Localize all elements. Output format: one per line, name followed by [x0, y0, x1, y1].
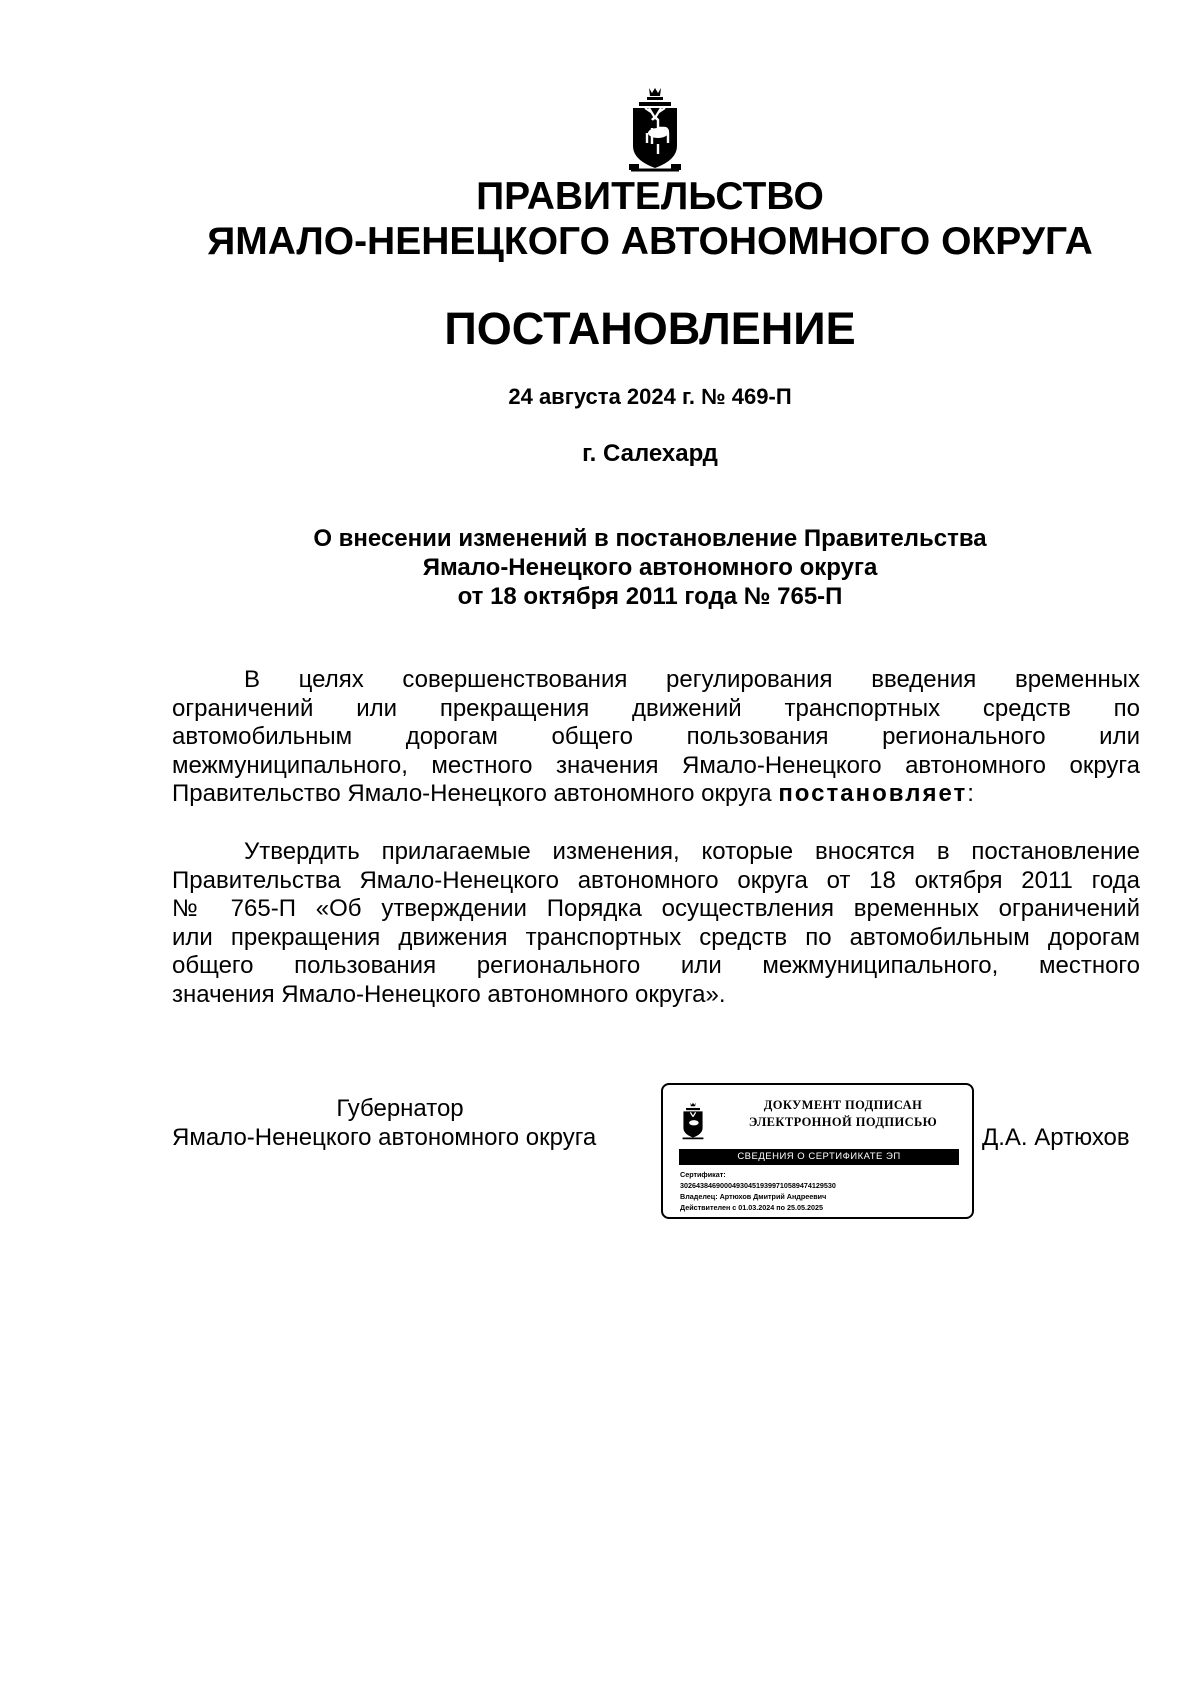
- document-subject: [150, 524, 1150, 611]
- signatory-region: Ямало-Ненецкого автономного округа: [172, 1124, 597, 1151]
- text-line: [172, 780, 1140, 809]
- text-line: значения Ямало-Ненецкого автономного округа».: [172, 980, 726, 1008]
- text-line: или прекращения движения транспортных средств по автомобильным дорогам: [172, 923, 1140, 951]
- coat-of-arms-icon: [679, 1101, 707, 1141]
- organization-region: ЯМАЛО-НЕНЕЦКОГО АВТОНОМНОГО ОКРУГА: [207, 220, 1093, 263]
- decree-keyword: постановляет: [778, 780, 968, 808]
- yanao-coat-of-arms-icon: [625, 84, 685, 176]
- resolution-paragraph: [172, 838, 1140, 1010]
- stamp-heading-line: ЭЛЕКТРОННОЙ ПОДПИСЬЮ: [748, 1115, 938, 1129]
- signatory-title: [172, 1094, 642, 1152]
- text-line: Правительства Ямало-Ненецкого автономного округа от 18 октября 2011 года: [172, 866, 1140, 894]
- certificate-validity: Действителен с 01.03.2024 по 25.05.2025: [680, 1203, 823, 1212]
- text-line: Утвердить прилагаемые изменения, которые вносятся в постановление: [244, 838, 1140, 865]
- text-fragment: :: [967, 780, 974, 808]
- text-line: автомобильным дорогам общего пользования регионального или: [172, 723, 1140, 751]
- text-fragment: Правительство Ямало-Ненецкого автономного округа: [172, 780, 779, 808]
- organization-name: ПРАВИТЕЛЬСТВО: [476, 175, 824, 218]
- document-date-number: 24 августа 2024 г. № 469-П: [508, 384, 792, 409]
- electronic-signature-stamp: [661, 1083, 974, 1219]
- text-line: ограничений или прекращения движений транспортных средств по: [172, 694, 1140, 722]
- certificate-owner: Владелец: Артюхов Дмитрий Андреевич: [680, 1192, 827, 1201]
- certificate-info-bar: СВЕДЕНИЯ О СЕРТИФИКАТЕ ЭП: [679, 1149, 959, 1165]
- preamble-paragraph: [172, 666, 1140, 809]
- signatory-position: Губернатор: [336, 1095, 464, 1122]
- subject-line: О внесении изменений в постановление Правительства: [313, 525, 987, 552]
- text-line: № 765-П «Об утверждении Порядка осуществления временных ограничений: [172, 895, 1140, 923]
- stamp-heading: [723, 1097, 963, 1131]
- subject-line: от 18 октября 2011 года № 765-П: [457, 583, 843, 610]
- text-line: общего пользования регионального или межмуниципального, местного: [172, 952, 1140, 980]
- subject-line: Ямало-Ненецкого автономного округа: [422, 554, 878, 581]
- document-type: ПОСТАНОВЛЕНИЕ: [444, 303, 856, 354]
- text-line: В целях совершенствования регулирования введения временных: [244, 666, 1140, 693]
- certificate-details: [680, 1169, 965, 1213]
- signatory-name: Д.А. Артюхов: [982, 1124, 1130, 1151]
- certificate-number: 302643846900049304519399710589474129530: [680, 1181, 836, 1190]
- document-city: г. Салехард: [582, 440, 718, 467]
- certificate-label: Сертификат:: [680, 1170, 726, 1179]
- stamp-heading-line: ДОКУМЕНТ ПОДПИСАН: [763, 1098, 923, 1112]
- text-line: межмуниципального, местного значения Ямало-Ненецкого автономного округа: [172, 751, 1140, 779]
